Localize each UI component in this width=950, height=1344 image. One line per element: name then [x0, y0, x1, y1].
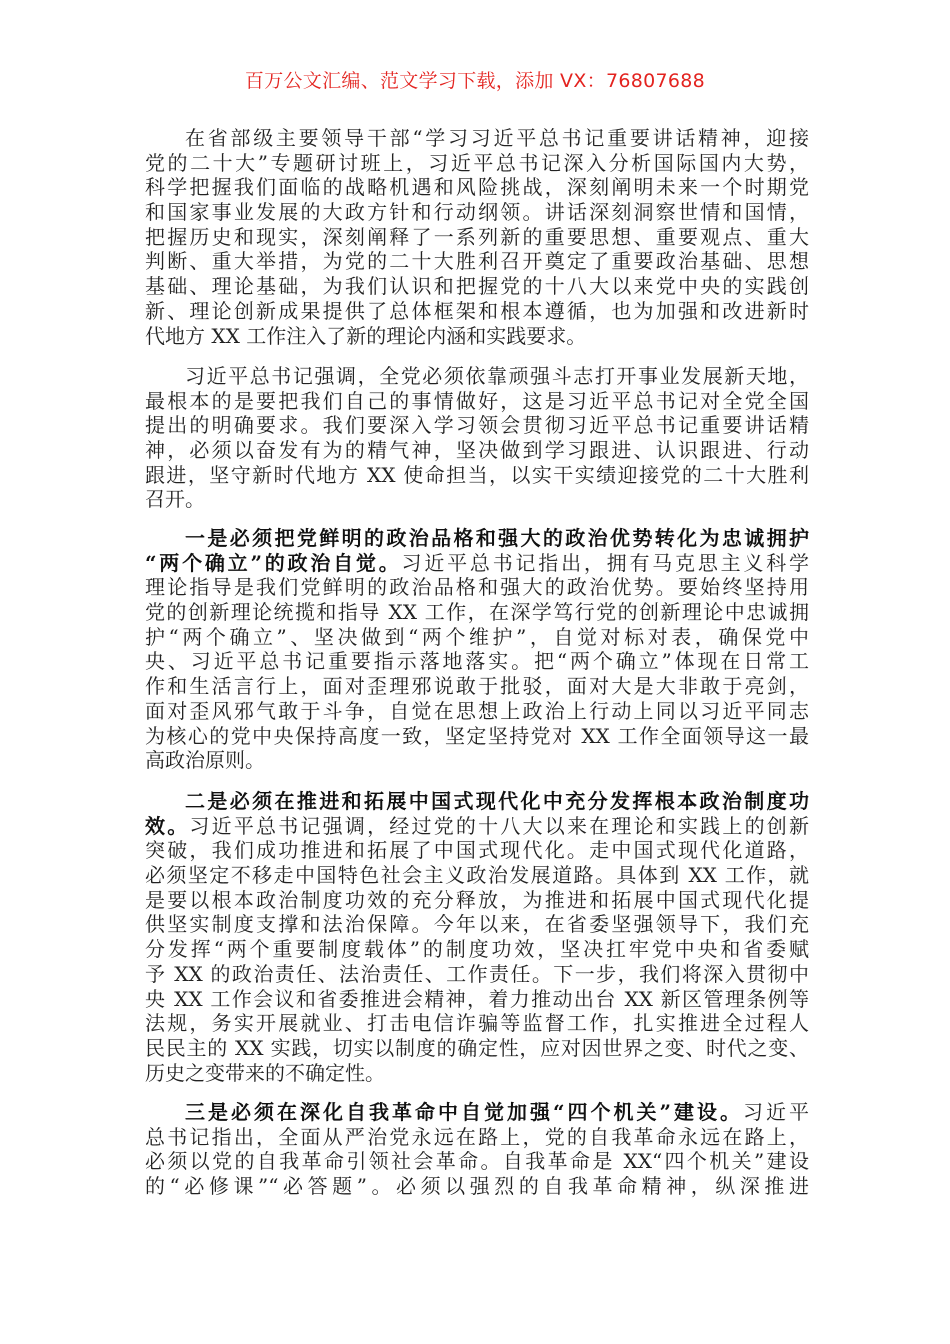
text-line	[145, 126, 809, 151]
text-line	[145, 575, 809, 600]
bold-lead-text: 二是必须在推进和拓展中国式现代化中充分发挥根本政治制度功	[185, 789, 809, 813]
body-text: 作和生活言行上，面对歪理邪说敢于批驳，面对大是大非敢于亮剑，	[145, 674, 809, 699]
text-line	[145, 175, 809, 200]
body-text: 理论指导是我们党鲜明的政治品格和强大的政治优势。要始终坚持用	[145, 575, 809, 600]
text-line	[145, 463, 809, 488]
body-text: 神，必须以奋发有为的精气神，坚决做到学习跟进、认识跟进、行动	[145, 438, 809, 463]
body-text: 新、理论创新成果提供了总体框架和根本遵循，也为加强和改进新时	[145, 298, 809, 323]
text-line	[145, 625, 809, 650]
text-line	[145, 1149, 809, 1174]
body-text: 高政治原则。	[145, 748, 265, 773]
body-text: 党的创新理论统揽和指导 XX 工作，在深学笃行党的创新理论中忠诚拥	[145, 600, 809, 625]
text-line	[145, 838, 809, 863]
body-text: 突破，我们成功推进和拓展了中国式现代化。走中国式现代化道路，	[145, 838, 809, 863]
text-line	[145, 814, 809, 839]
text-line	[145, 1125, 809, 1150]
body-text: 分发挥“两个重要制度载体”的制度功效，坚决扛牢党中央和省委赋	[145, 937, 809, 962]
body-text: 科学把握我们面临的战略机遇和风险挑战，深刻阐明未来一个时期党	[145, 175, 809, 200]
paragraph	[145, 364, 809, 512]
body-text: 习近平	[743, 1100, 809, 1124]
bold-lead-text: 三是必须在深化自我革命中自觉加强“四个机关”建设。	[185, 1100, 743, 1124]
body-text: 予 XX 的政治责任、法治责任、工作责任。下一步，我们将深入贯彻中	[145, 961, 809, 986]
text-line	[145, 888, 809, 913]
text-line	[145, 299, 809, 324]
body-text: 提出的明确要求。我们要深入学习领会贯彻习近平总书记重要讲话精	[145, 413, 809, 438]
body-text: 央、习近平总书记重要指示落地落实。把“两个确立”体现在日常工	[145, 649, 809, 674]
bold-lead-text: “两个确立”的政治自觉。	[145, 550, 402, 575]
text-line	[145, 249, 809, 274]
text-line	[145, 1100, 809, 1125]
text-line	[145, 551, 809, 576]
text-line	[145, 1036, 809, 1061]
paragraph	[145, 526, 809, 773]
body-text: 总书记指出，全面从严治党永远在路上，党的自我革命永远在路上，	[145, 1124, 809, 1149]
body-text: 习近平总书记强调，经过党的十八大以来在理论和实践上的创新	[189, 813, 810, 838]
body-text: 判断、重大举措，为党的二十大胜利召开奠定了重要政治基础、思想	[145, 249, 809, 274]
body-text: 最根本的是要把我们自己的事情做好，这是习近平总书记对全党全国	[145, 388, 809, 413]
body-text: 跟进，坚守新时代地方 XX 使命担当，以实干实绩迎接党的二十大胜利	[145, 462, 809, 487]
body-text: 是要以根本政治制度功效的充分释放，为推进和拓展中国式现代化提	[145, 887, 809, 912]
body-text: 央 XX 工作会议和省委推进会精神，着力推动出台 XX 新区管理条例等	[145, 986, 809, 1011]
body-text: 的“必修课”“必答题”。必须以强烈的自我革命精神，纵深推进	[145, 1174, 809, 1199]
bold-lead-text: 一是必须把党鲜明的政治品格和强大的政治优势转化为忠诚拥护	[185, 526, 809, 550]
body-text: 法规，务实开展就业、打击电信诈骗等监督工作，扎实推进全过程人	[145, 1011, 809, 1036]
body-text: 党的二十大”专题研讨班上，习近平总书记深入分析国际国内大势，	[145, 150, 809, 175]
text-line	[145, 274, 809, 299]
text-line	[145, 789, 809, 814]
text-line	[145, 324, 809, 349]
watermark-header: 百万公文汇编、范文学习下载，添加 VX：76807688	[244, 70, 706, 92]
body-text: 为核心的党中央保持高度一致，坚定坚持党对 XX 工作全面领导这一最	[145, 723, 809, 748]
text-line	[145, 600, 809, 625]
body-text: 面对歪风邪气敢于斗争，自觉在思想上政治上行动上同以习近平同志	[145, 698, 809, 723]
text-line	[145, 649, 809, 674]
paragraph	[145, 126, 809, 348]
body-text: 供坚实制度支撑和法治保障。今年以来，在省委坚强领导下，我们充	[145, 912, 809, 937]
text-line	[145, 1011, 809, 1036]
paragraph	[145, 1100, 809, 1199]
text-line	[145, 748, 809, 773]
body-text: 民民主的 XX 实践，切实以制度的确定性，应对因世界之变、时代之变、	[145, 1035, 809, 1060]
paragraph	[145, 789, 809, 1085]
body-text: 护“两个确立”、坚决做到“两个维护”，自觉对标对表，确保党中	[145, 624, 809, 649]
text-line	[145, 438, 809, 463]
text-line	[145, 151, 809, 176]
text-line	[145, 863, 809, 888]
text-line	[145, 413, 809, 438]
body-text: 把握历史和现实，深刻阐释了一系列新的重要思想、重要观点、重大	[145, 224, 809, 249]
body-text: 在省部级主要领导干部“学习习近平总书记重要讲话精神，迎接	[185, 126, 809, 150]
text-line	[145, 962, 809, 987]
text-line	[145, 225, 809, 250]
text-line	[145, 364, 809, 389]
body-text: 必须以党的自我革命引领社会革命。自我革命是 XX“四个机关”建设	[145, 1149, 809, 1174]
text-line	[145, 526, 809, 551]
text-line	[145, 699, 809, 724]
text-line	[145, 389, 809, 414]
text-line	[145, 200, 809, 225]
text-line	[145, 1174, 809, 1199]
text-line	[145, 724, 809, 749]
text-line	[145, 674, 809, 699]
body-text: 代地方 XX 工作注入了新的理论内涵和实践要求。	[145, 323, 587, 348]
text-line	[145, 987, 809, 1012]
text-line	[145, 487, 809, 512]
body-text: 习近平总书记强调，全党必须依靠顽强斗志打开事业发展新天地，	[185, 364, 809, 388]
body-text: 和国家事业发展的大政方针和行动纲领。讲话深刻洞察世情和国情，	[145, 200, 809, 225]
body-text: 历史之变带来的不确定性。	[145, 1060, 385, 1085]
text-line	[145, 1061, 809, 1086]
text-line	[145, 912, 809, 937]
body-text: 召开。	[145, 487, 205, 512]
body-text: 基础、理论基础，为我们认识和把握党的十八大以来党中央的实践创	[145, 274, 809, 299]
body-text: 必须坚定不移走中国特色社会主义政治发展道路。具体到 XX 工作，就	[145, 863, 809, 888]
bold-lead-text: 效。	[145, 813, 190, 838]
text-line	[145, 937, 809, 962]
body-text: 习近平总书记指出，拥有马克思主义科学	[401, 550, 810, 575]
